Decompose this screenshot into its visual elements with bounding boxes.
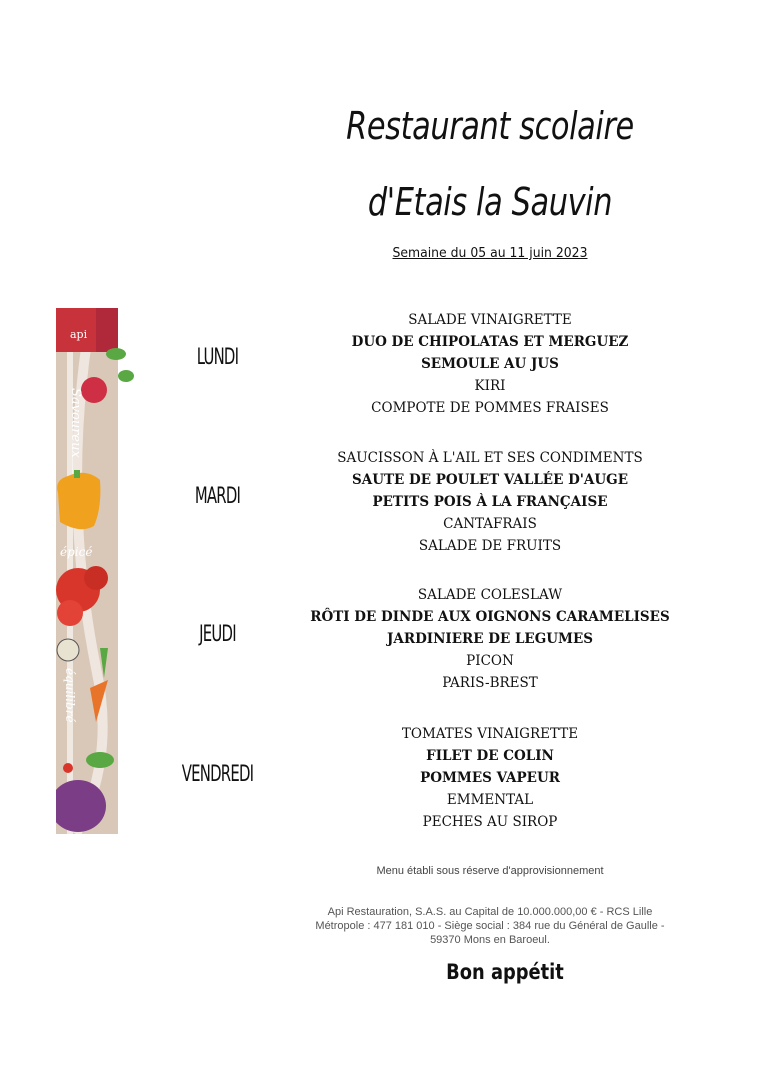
- word-equilibre: équilibré: [63, 668, 77, 723]
- dish-main: DUO DE CHIPOLATAS ET MERGUEZ: [351, 334, 629, 350]
- legal-line: Métropole : 477 181 010 - Siège social : 384 rue du Général de Gaulle -: [315, 920, 665, 932]
- vegetable-banner: [56, 308, 136, 834]
- word-savoureux: Savoureux: [68, 388, 83, 458]
- dish-main: FILET DE COLIN: [426, 748, 554, 764]
- menu-lundi: [290, 309, 690, 419]
- legal-notice: [290, 905, 690, 947]
- dish: EMMENTAL: [446, 792, 534, 808]
- dish: PECHES AU SIROP: [422, 814, 558, 830]
- dish-main: RÔTI DE DINDE AUX OIGNONS CARAMELISES: [310, 609, 670, 625]
- dish-main: SEMOULE AU JUS: [421, 356, 559, 372]
- week-label: Semaine du 05 au 11 juin 2023: [392, 245, 588, 261]
- dish-main: POMMES VAPEUR: [420, 770, 560, 786]
- dish: PICON: [466, 653, 514, 669]
- dish-main: SAUTE DE POULET VALLÉE D'AUGE: [351, 472, 628, 488]
- legal-line: Api Restauration, S.A.S. au Capital de 10.000.000,00 € - RCS Lille: [327, 906, 653, 918]
- menu-vendredi: [290, 723, 690, 833]
- page-title-line1: Restaurant scolaire: [346, 104, 634, 148]
- supply-note: Menu établi sous réserve d'approvisionnement: [376, 865, 604, 877]
- word-epice: épicé: [60, 545, 93, 559]
- day-label-vendredi: VENDREDI: [181, 762, 254, 787]
- logo-text: api: [70, 328, 88, 341]
- pepper-icon: [57, 470, 100, 529]
- dish: PARIS-BREST: [442, 675, 538, 691]
- dish-main: JARDINIERE DE LEGUMES: [386, 631, 594, 647]
- api-logo-icon: [56, 308, 118, 352]
- dish-main: PETITS POIS À LA FRANÇAISE: [372, 494, 608, 510]
- dish: SALADE COLESLAW: [417, 587, 563, 603]
- day-label-lundi: LUNDI: [196, 345, 239, 370]
- day-label-jeudi: JEUDI: [199, 622, 236, 647]
- menu-mardi: [290, 447, 690, 557]
- dish: SALADE DE FRUITS: [418, 538, 562, 554]
- legal-line: 59370 Mons en Baroeul.: [430, 934, 550, 946]
- dish: CANTAFRAIS: [443, 516, 537, 532]
- dish: COMPOTE DE POMMES FRAISES: [371, 400, 609, 416]
- dish: SAUCISSON À L'AIL ET SES CONDIMENTS: [337, 450, 643, 466]
- dish: KIRI: [474, 378, 506, 394]
- onion-icon: [57, 639, 79, 661]
- menu-jeudi: [290, 584, 690, 694]
- dish: SALADE VINAIGRETTE: [408, 312, 572, 328]
- page-title-line2: d'Etais la Sauvin: [367, 180, 613, 224]
- day-label-mardi: MARDI: [194, 484, 241, 509]
- dish: TOMATES VINAIGRETTE: [401, 726, 579, 742]
- closing-greeting: Bon appétit: [446, 960, 564, 984]
